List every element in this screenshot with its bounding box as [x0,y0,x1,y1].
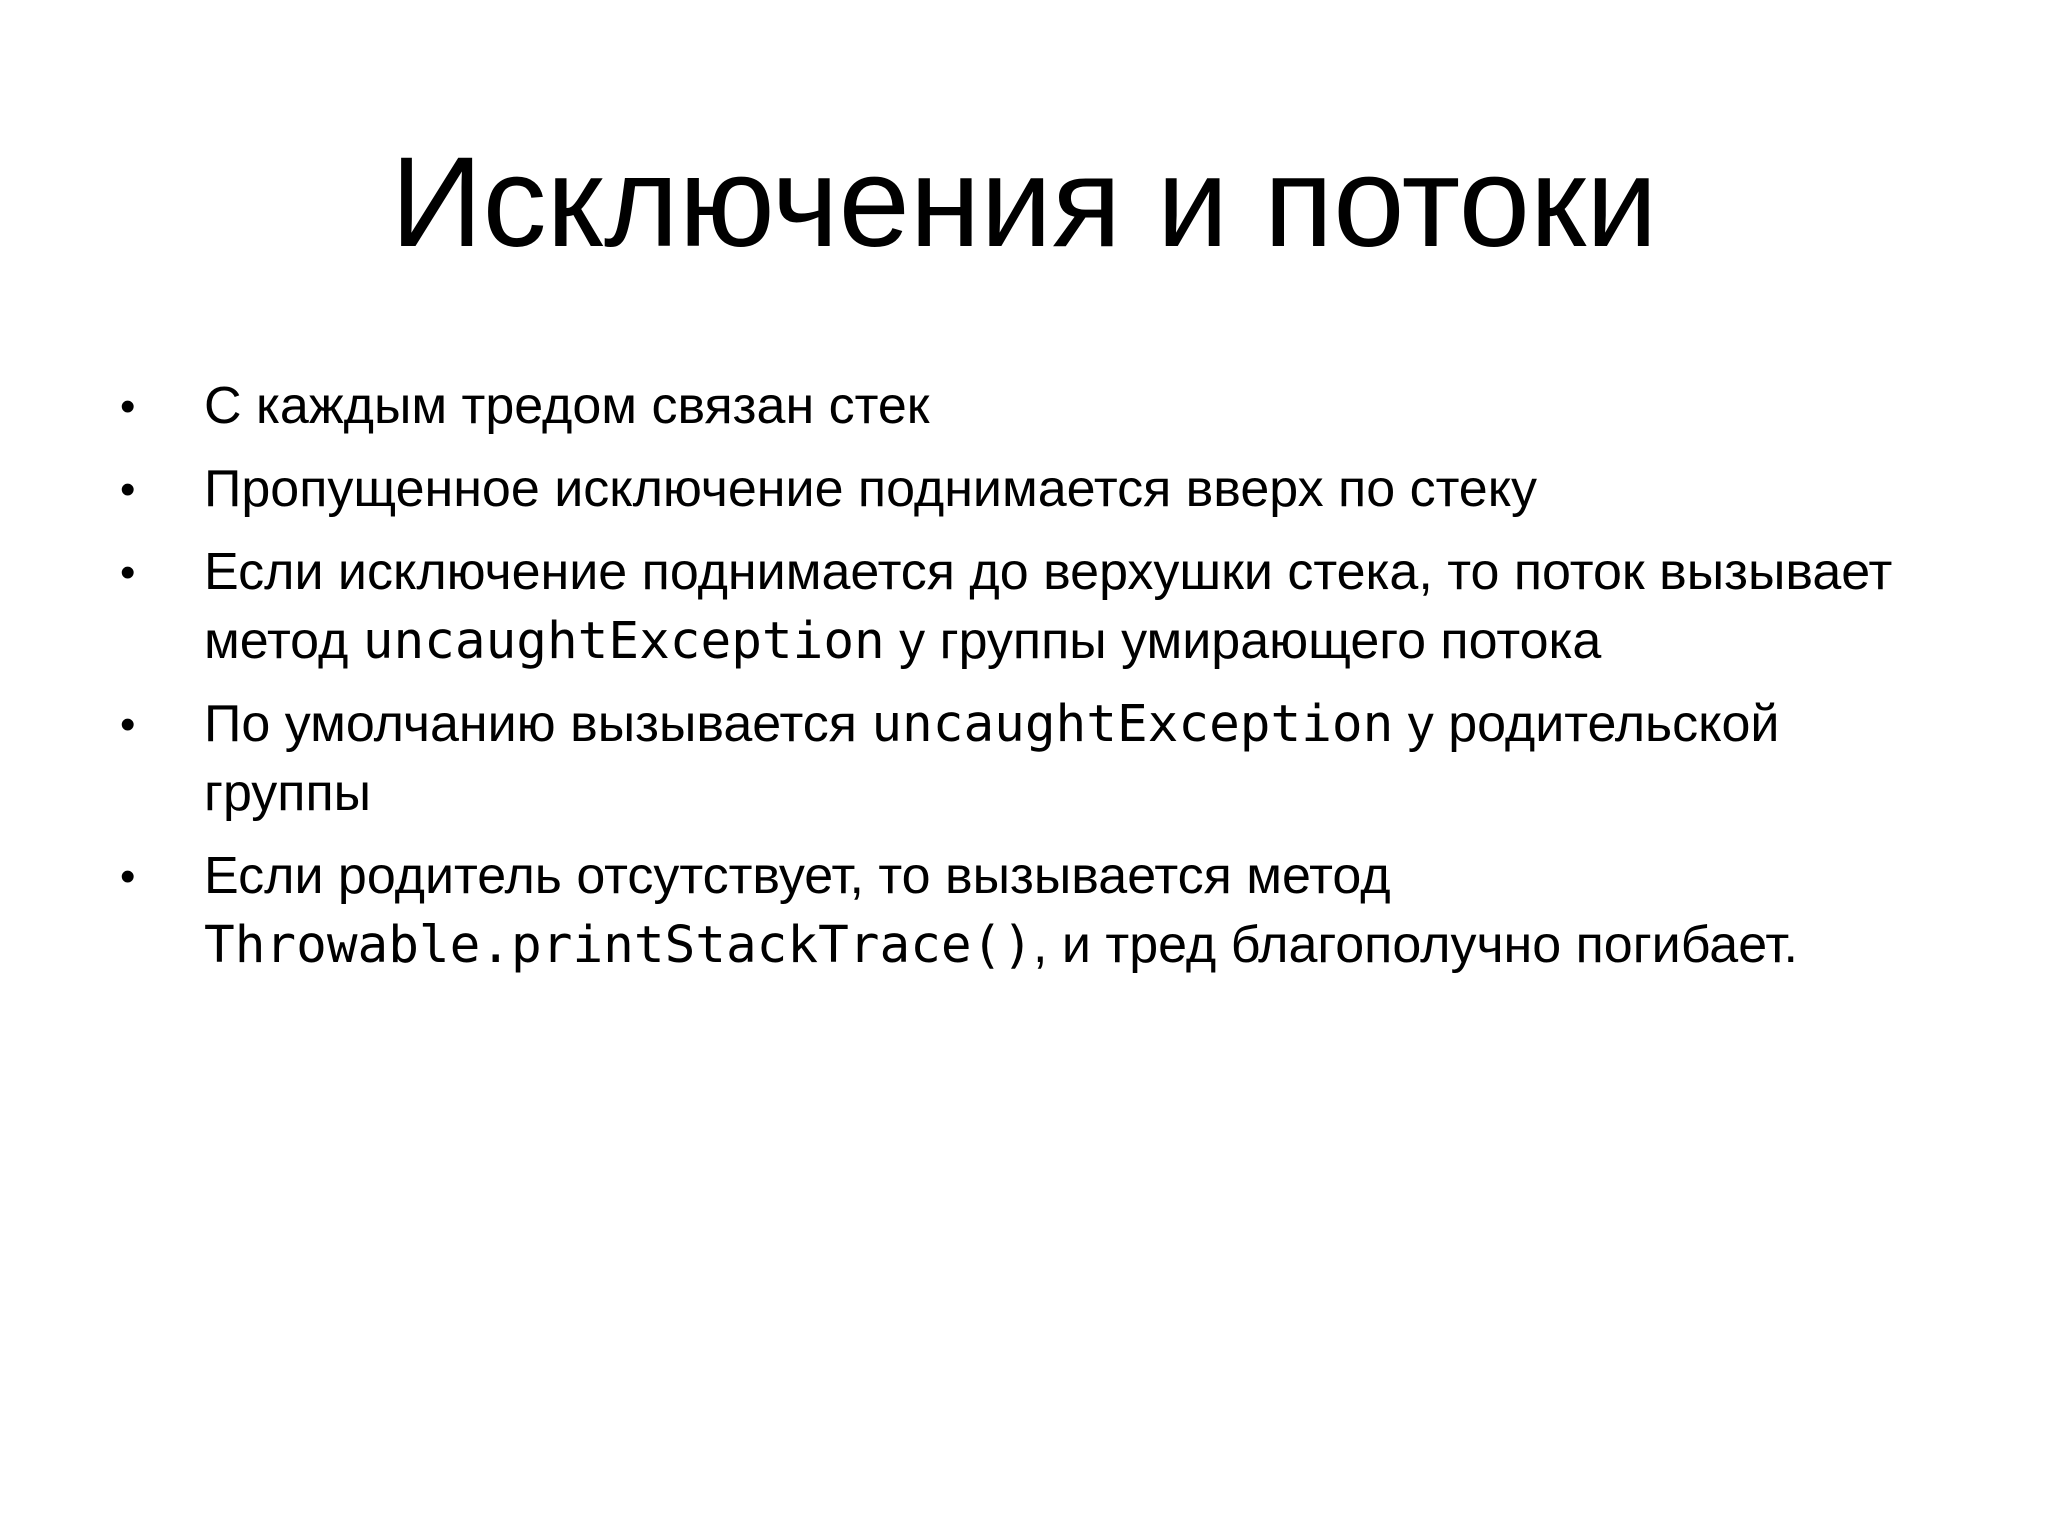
bullet-text: Если родитель отсутствует, то вызывается метод [204,847,1391,905]
bullet-item [120,842,1920,980]
bullet-item [120,538,1920,676]
bullet-marker: • [120,548,136,597]
bullet-item [120,372,1920,441]
code-text: uncaughtException [362,612,885,671]
code-text: uncaughtException [871,695,1394,754]
bullet-marker: • [120,382,136,431]
bullet-item [120,690,1920,828]
bullet-marker: • [120,700,136,749]
bullet-text: у родительской группы [204,695,1780,822]
bullet-item [120,455,1920,524]
bullet-list [120,372,1920,994]
slide-title: Исключения и потоки [390,131,1658,274]
bullet-text: Если исключение поднимается до верхушки стека, то поток вызывает метод [204,543,1893,670]
code-text: Throwable.printStackTrace() [204,916,1034,975]
bullet-text: Пропущенное исключение поднимается вверх по стеку [204,460,1538,518]
bullet-text: , и тред благополучно погибает. [1033,916,1798,974]
bullet-marker: • [120,852,136,901]
bullet-marker: • [120,465,136,514]
bullet-text: По умолчанию вызывается [204,695,872,753]
bullet-text: у группы умирающего потока [884,612,1602,670]
bullet-text: С каждым тредом связан стек [204,377,930,435]
